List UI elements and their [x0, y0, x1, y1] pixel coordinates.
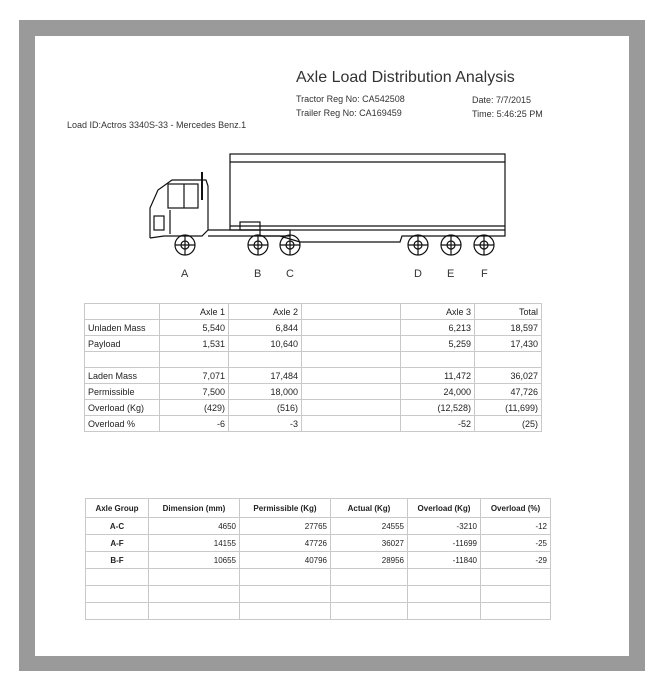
truck-diagram — [140, 150, 510, 290]
table-row — [85, 336, 542, 352]
table-cell: 18,000 — [229, 384, 302, 400]
table-row — [85, 416, 542, 432]
group-header-cell: Axle Group — [86, 499, 149, 518]
row-label — [86, 569, 149, 586]
table-cell: 17,430 — [475, 336, 542, 352]
row-label: Unladen Mass — [85, 320, 160, 336]
table-cell: 5,540 — [160, 320, 229, 336]
axle-summary-table — [84, 303, 542, 432]
axle-label-f: F — [481, 268, 488, 280]
summary-header-cell: Total — [475, 304, 542, 320]
trailer-reg: Trailer Reg No: CA169459 — [296, 108, 402, 118]
table-cell: 47726 — [240, 535, 331, 552]
table-cell — [302, 416, 401, 432]
table-cell — [302, 368, 401, 384]
table-cell: -6 — [160, 416, 229, 432]
table-cell: -3210 — [408, 518, 481, 535]
table-cell — [408, 586, 481, 603]
axle-label-a: A — [181, 268, 189, 280]
table-cell: -11840 — [408, 552, 481, 569]
axle-label-d: D — [414, 268, 422, 280]
summary-header-cell: Axle 1 — [160, 304, 229, 320]
table-cell: (12,528) — [401, 400, 475, 416]
table-cell — [408, 603, 481, 620]
table-cell: -25 — [481, 535, 551, 552]
table-cell — [302, 384, 401, 400]
row-label: Overload (Kg) — [85, 400, 160, 416]
cab-window — [168, 184, 198, 208]
load-id: Load ID:Actros 3340S-33 - Mercedes Benz.1 — [67, 120, 247, 130]
table-cell: -11699 — [408, 535, 481, 552]
table-row — [85, 400, 542, 416]
table-cell — [302, 320, 401, 336]
table-cell: 24,000 — [401, 384, 475, 400]
table-cell: 40796 — [240, 552, 331, 569]
table-cell — [331, 586, 408, 603]
table-cell: (429) — [160, 400, 229, 416]
table-row — [85, 384, 542, 400]
table-cell — [149, 586, 240, 603]
table-cell — [481, 586, 551, 603]
table-row — [86, 586, 551, 603]
wheel-a — [175, 235, 195, 255]
table-cell: 47,726 — [475, 384, 542, 400]
cab-grille — [154, 216, 164, 230]
summary-header-cell — [85, 304, 160, 320]
tractor-frame — [208, 230, 290, 236]
row-label: A-C — [86, 518, 149, 535]
report-title: Axle Load Distribution Analysis — [296, 69, 515, 86]
table-cell — [240, 586, 331, 603]
table-cell: 28956 — [331, 552, 408, 569]
table-cell — [481, 603, 551, 620]
summary-header-cell — [302, 304, 401, 320]
row-label — [85, 352, 160, 368]
table-cell — [401, 352, 475, 368]
group-header-cell: Dimension (mm) — [149, 499, 240, 518]
table-cell: -12 — [481, 518, 551, 535]
table-row — [86, 535, 551, 552]
table-row — [86, 552, 551, 569]
table-cell — [331, 603, 408, 620]
table-cell — [302, 336, 401, 352]
group-header-row — [86, 499, 551, 518]
table-cell: 27765 — [240, 518, 331, 535]
trailer-box — [230, 154, 505, 230]
summary-header-row — [85, 304, 542, 320]
row-label — [86, 586, 149, 603]
table-cell — [408, 569, 481, 586]
wheel-f — [474, 235, 494, 255]
tractor-cab — [150, 180, 208, 238]
table-cell — [481, 569, 551, 586]
trailer-chassis — [260, 230, 505, 242]
table-cell — [240, 569, 331, 586]
row-label — [86, 603, 149, 620]
table-cell — [149, 569, 240, 586]
table-cell — [331, 569, 408, 586]
wheel-d — [408, 235, 428, 255]
table-cell: -52 — [401, 416, 475, 432]
report-date: Date: 7/7/2015 — [472, 95, 532, 105]
table-cell: 11,472 — [401, 368, 475, 384]
tractor-reg: Tractor Reg No: CA542508 — [296, 94, 405, 104]
table-cell: -3 — [229, 416, 302, 432]
group-header-cell: Permissible (Kg) — [240, 499, 331, 518]
table-row — [85, 320, 542, 336]
table-cell: 5,259 — [401, 336, 475, 352]
row-label: Overload % — [85, 416, 160, 432]
group-header-cell: Actual (Kg) — [331, 499, 408, 518]
table-cell: (25) — [475, 416, 542, 432]
table-cell: -29 — [481, 552, 551, 569]
table-row — [86, 518, 551, 535]
row-label: Permissible — [85, 384, 160, 400]
table-cell: 6,844 — [229, 320, 302, 336]
axle-label-b: B — [254, 268, 262, 280]
table-cell: 36027 — [331, 535, 408, 552]
table-row — [86, 603, 551, 620]
wheel-b — [248, 235, 268, 255]
row-label: A-F — [86, 535, 149, 552]
row-label: B-F — [86, 552, 149, 569]
table-cell — [302, 352, 401, 368]
table-row — [86, 569, 551, 586]
table-row — [85, 352, 542, 368]
table-cell: 1,531 — [160, 336, 229, 352]
group-header-cell: Overload (Kg) — [408, 499, 481, 518]
table-cell: 14155 — [149, 535, 240, 552]
table-row — [85, 368, 542, 384]
table-cell — [229, 352, 302, 368]
table-cell: 18,597 — [475, 320, 542, 336]
table-cell: (516) — [229, 400, 302, 416]
group-header-cell: Overload (%) — [481, 499, 551, 518]
table-cell: 6,213 — [401, 320, 475, 336]
row-label: Laden Mass — [85, 368, 160, 384]
summary-header-cell: Axle 2 — [229, 304, 302, 320]
table-cell: 10655 — [149, 552, 240, 569]
table-cell — [240, 603, 331, 620]
row-label: Payload — [85, 336, 160, 352]
wheel-e — [441, 235, 461, 255]
table-cell: 24555 — [331, 518, 408, 535]
table-cell — [160, 352, 229, 368]
axle-group-table — [85, 498, 551, 620]
table-cell: 36,027 — [475, 368, 542, 384]
summary-header-cell: Axle 3 — [401, 304, 475, 320]
axle-label-e: E — [447, 268, 455, 280]
wheel-c — [280, 235, 300, 255]
table-cell: 7,500 — [160, 384, 229, 400]
table-cell: 7,071 — [160, 368, 229, 384]
table-cell: 4650 — [149, 518, 240, 535]
report-time: Time: 5:46:25 PM — [472, 109, 543, 119]
table-cell — [149, 603, 240, 620]
table-cell: 17,484 — [229, 368, 302, 384]
table-cell — [302, 400, 401, 416]
table-cell — [475, 352, 542, 368]
table-cell: (11,699) — [475, 400, 542, 416]
table-cell: 10,640 — [229, 336, 302, 352]
axle-label-c: C — [286, 268, 294, 280]
